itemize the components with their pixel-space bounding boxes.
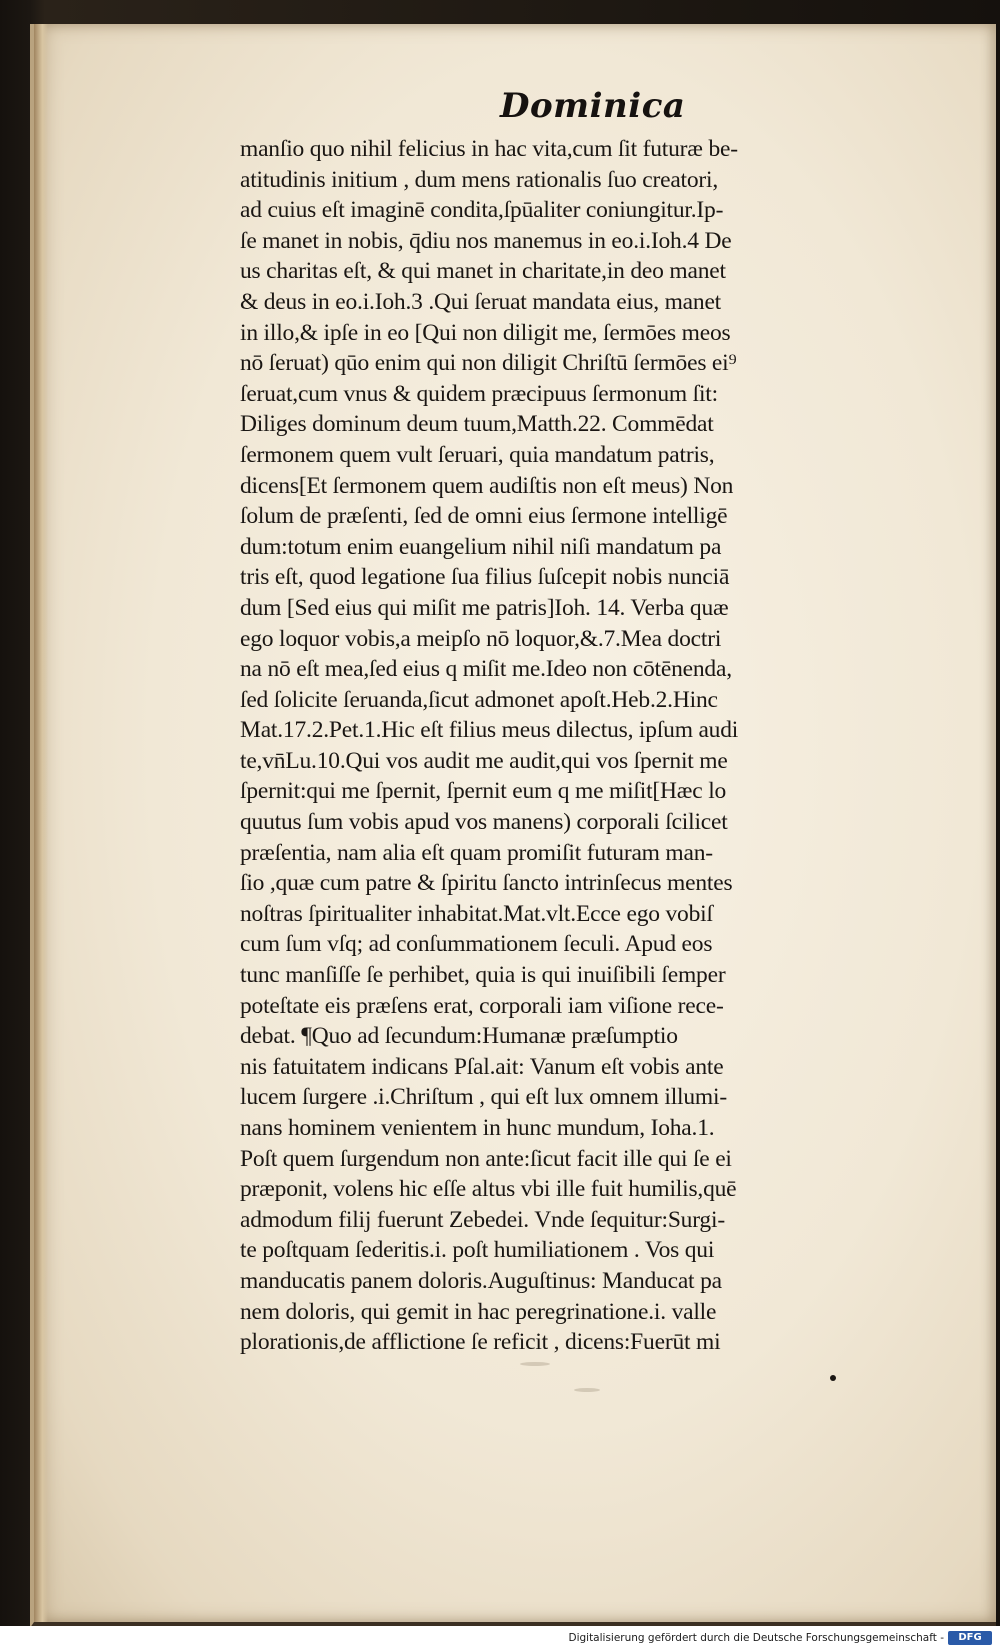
paper-smudge	[520, 1362, 550, 1366]
text-line: us charitas eſt, & qui manet in charitate,in deo manet	[240, 258, 726, 285]
text-line: tris eſt, quod legatione ſua filius ſuſcepit nobis nunciā	[240, 564, 730, 591]
text-line: ſed ſolicite ſeruanda,ſicut admonet apoſt.Heb.2.Hinc	[240, 686, 718, 713]
ink-dot	[830, 1375, 836, 1381]
text-line: in illo,& ipſe in eo [Qui non diligit me, ſermōes meos	[240, 319, 731, 346]
text-line: te,vn̄Lu.10.Qui vos audit me audit,qui vos ſpernit me	[240, 747, 728, 774]
text-line: Mat.17.2.Pet.1.Hic eſt filius meus dilectus, ipſum audi	[240, 717, 739, 744]
text-line: na nō eſt mea,ſed eius q miſit me.Ideo non cōtēnenda,	[240, 656, 732, 683]
text-line: dum:totum enim euangelium nihil niſi mandatum pa	[240, 533, 722, 560]
text-line: manſio quo nihil felicius in hac vita,cum ſit futuræ be-	[240, 136, 738, 162]
text-line: ſpernit:qui me ſpernit, ſpernit eum q me miſit[Hæc lo	[240, 778, 727, 805]
text-line: dicens[Et ſermonem quem audiſtis non eſt meus) Non	[240, 472, 734, 499]
text-line: manducatis panem doloris.Auguſtinus: Manducat pa	[240, 1267, 722, 1294]
text-line: atitudinis initium , dum mens rationalis ſuo creatori,	[240, 166, 719, 193]
dfg-logo: DFG	[948, 1631, 992, 1645]
text-line: ad cuius eſt imaginē condita,ſpūaliter coniungitur.Ip-	[240, 197, 724, 224]
text-line: te poſtquam ſederitis.i. poſt humiliationem . Vos qui	[240, 1237, 715, 1264]
text-line: ſeruat,cum vnus & quidem præcipuus ſermonum ſit:	[240, 380, 718, 407]
text-line: nans hominem venientem in hunc mundum, Ioha.1.	[240, 1115, 715, 1141]
text-line: poteſtate eis præſens erat, corporali iam viſione rece-	[240, 992, 724, 1019]
digitization-footer	[0, 1626, 1000, 1651]
text-line: admodum filij fuerunt Zebedei. Vnde ſequitur:Surgi-	[240, 1206, 725, 1233]
funding-credit: Digitalisierung gefördert durch die Deutsche Forschungsgemeinschaft -	[568, 1632, 944, 1644]
text-line: ſolum de præſenti, ſed de omni eius ſermone intelligē	[240, 503, 728, 530]
text-line: noſtras ſpiritualiter inhabitat.Mat.vlt.Ecce ego vobiſ	[240, 900, 713, 927]
paper-smudge	[574, 1388, 600, 1392]
text-line: cum ſum vſq; ad conſummationem ſeculi. Apud eos	[240, 931, 713, 958]
text-line: ſio ,quæ cum patre & ſpiritu ſancto intrinſecus mentes	[240, 870, 733, 897]
text-line: & deus in eo.i.Ioh.3 .Qui ſeruat mandata eius, manet	[240, 288, 722, 315]
text-line: præponit, volens hic eſſe altus vbi ille fuit humilis,quē	[240, 1176, 737, 1203]
text-line: præſentia, nam alia eſt quam promiſit futuram man-	[240, 839, 713, 866]
text-line: quutus ſum vobis apud vos manens) corporali ſcilicet	[240, 809, 728, 836]
text-line: nem doloris, qui gemit in hac peregrinatione.i. valle	[240, 1298, 717, 1325]
text-line: nis fatuitatem indicans Pſal.ait: Vanum eſt vobis ante	[240, 1053, 724, 1080]
text-line: debat. ¶Quo ad ſecundum:Humanæ præſumptio	[240, 1023, 678, 1050]
text-line: dum [Sed eius qui miſit me patris]Ioh. 14. Verba quæ	[240, 594, 729, 621]
text-line: lucem ſurgere .i.Chriſtum , qui eſt lux omnem illumi-	[240, 1084, 727, 1111]
text-line: ſermonem quem vult ſeruari, quia mandatum patris,	[240, 441, 715, 468]
running-head: Dominica	[500, 86, 686, 126]
text-line: tunc manſiſſe ſe perhibet, quia is qui inuiſibili ſemper	[240, 962, 726, 989]
body-text	[240, 134, 930, 1358]
text-line: Poſt quem ſurgendum non ante:ſicut facit ille qui ſe ei	[240, 1145, 732, 1172]
text-line: nō ſeruat) qūo enim qui non diligit Chriſtū ſermōes ei⁹	[240, 350, 737, 377]
page-binding-edge	[34, 24, 48, 1622]
text-line: ego loquor vobis,a meipſo nō loquor,&.7.Mea doctri	[240, 625, 722, 652]
text-line: ſe manet in nobis, q̄diu nos manemus in eo.i.Ioh.4 De	[240, 227, 732, 254]
text-line: Diliges dominum deum tuum,Matth.22. Commēdat	[240, 411, 714, 438]
text-line: plorationis,de afflictione ſe reficit , dicens:Fuerūt mi	[240, 1329, 721, 1356]
